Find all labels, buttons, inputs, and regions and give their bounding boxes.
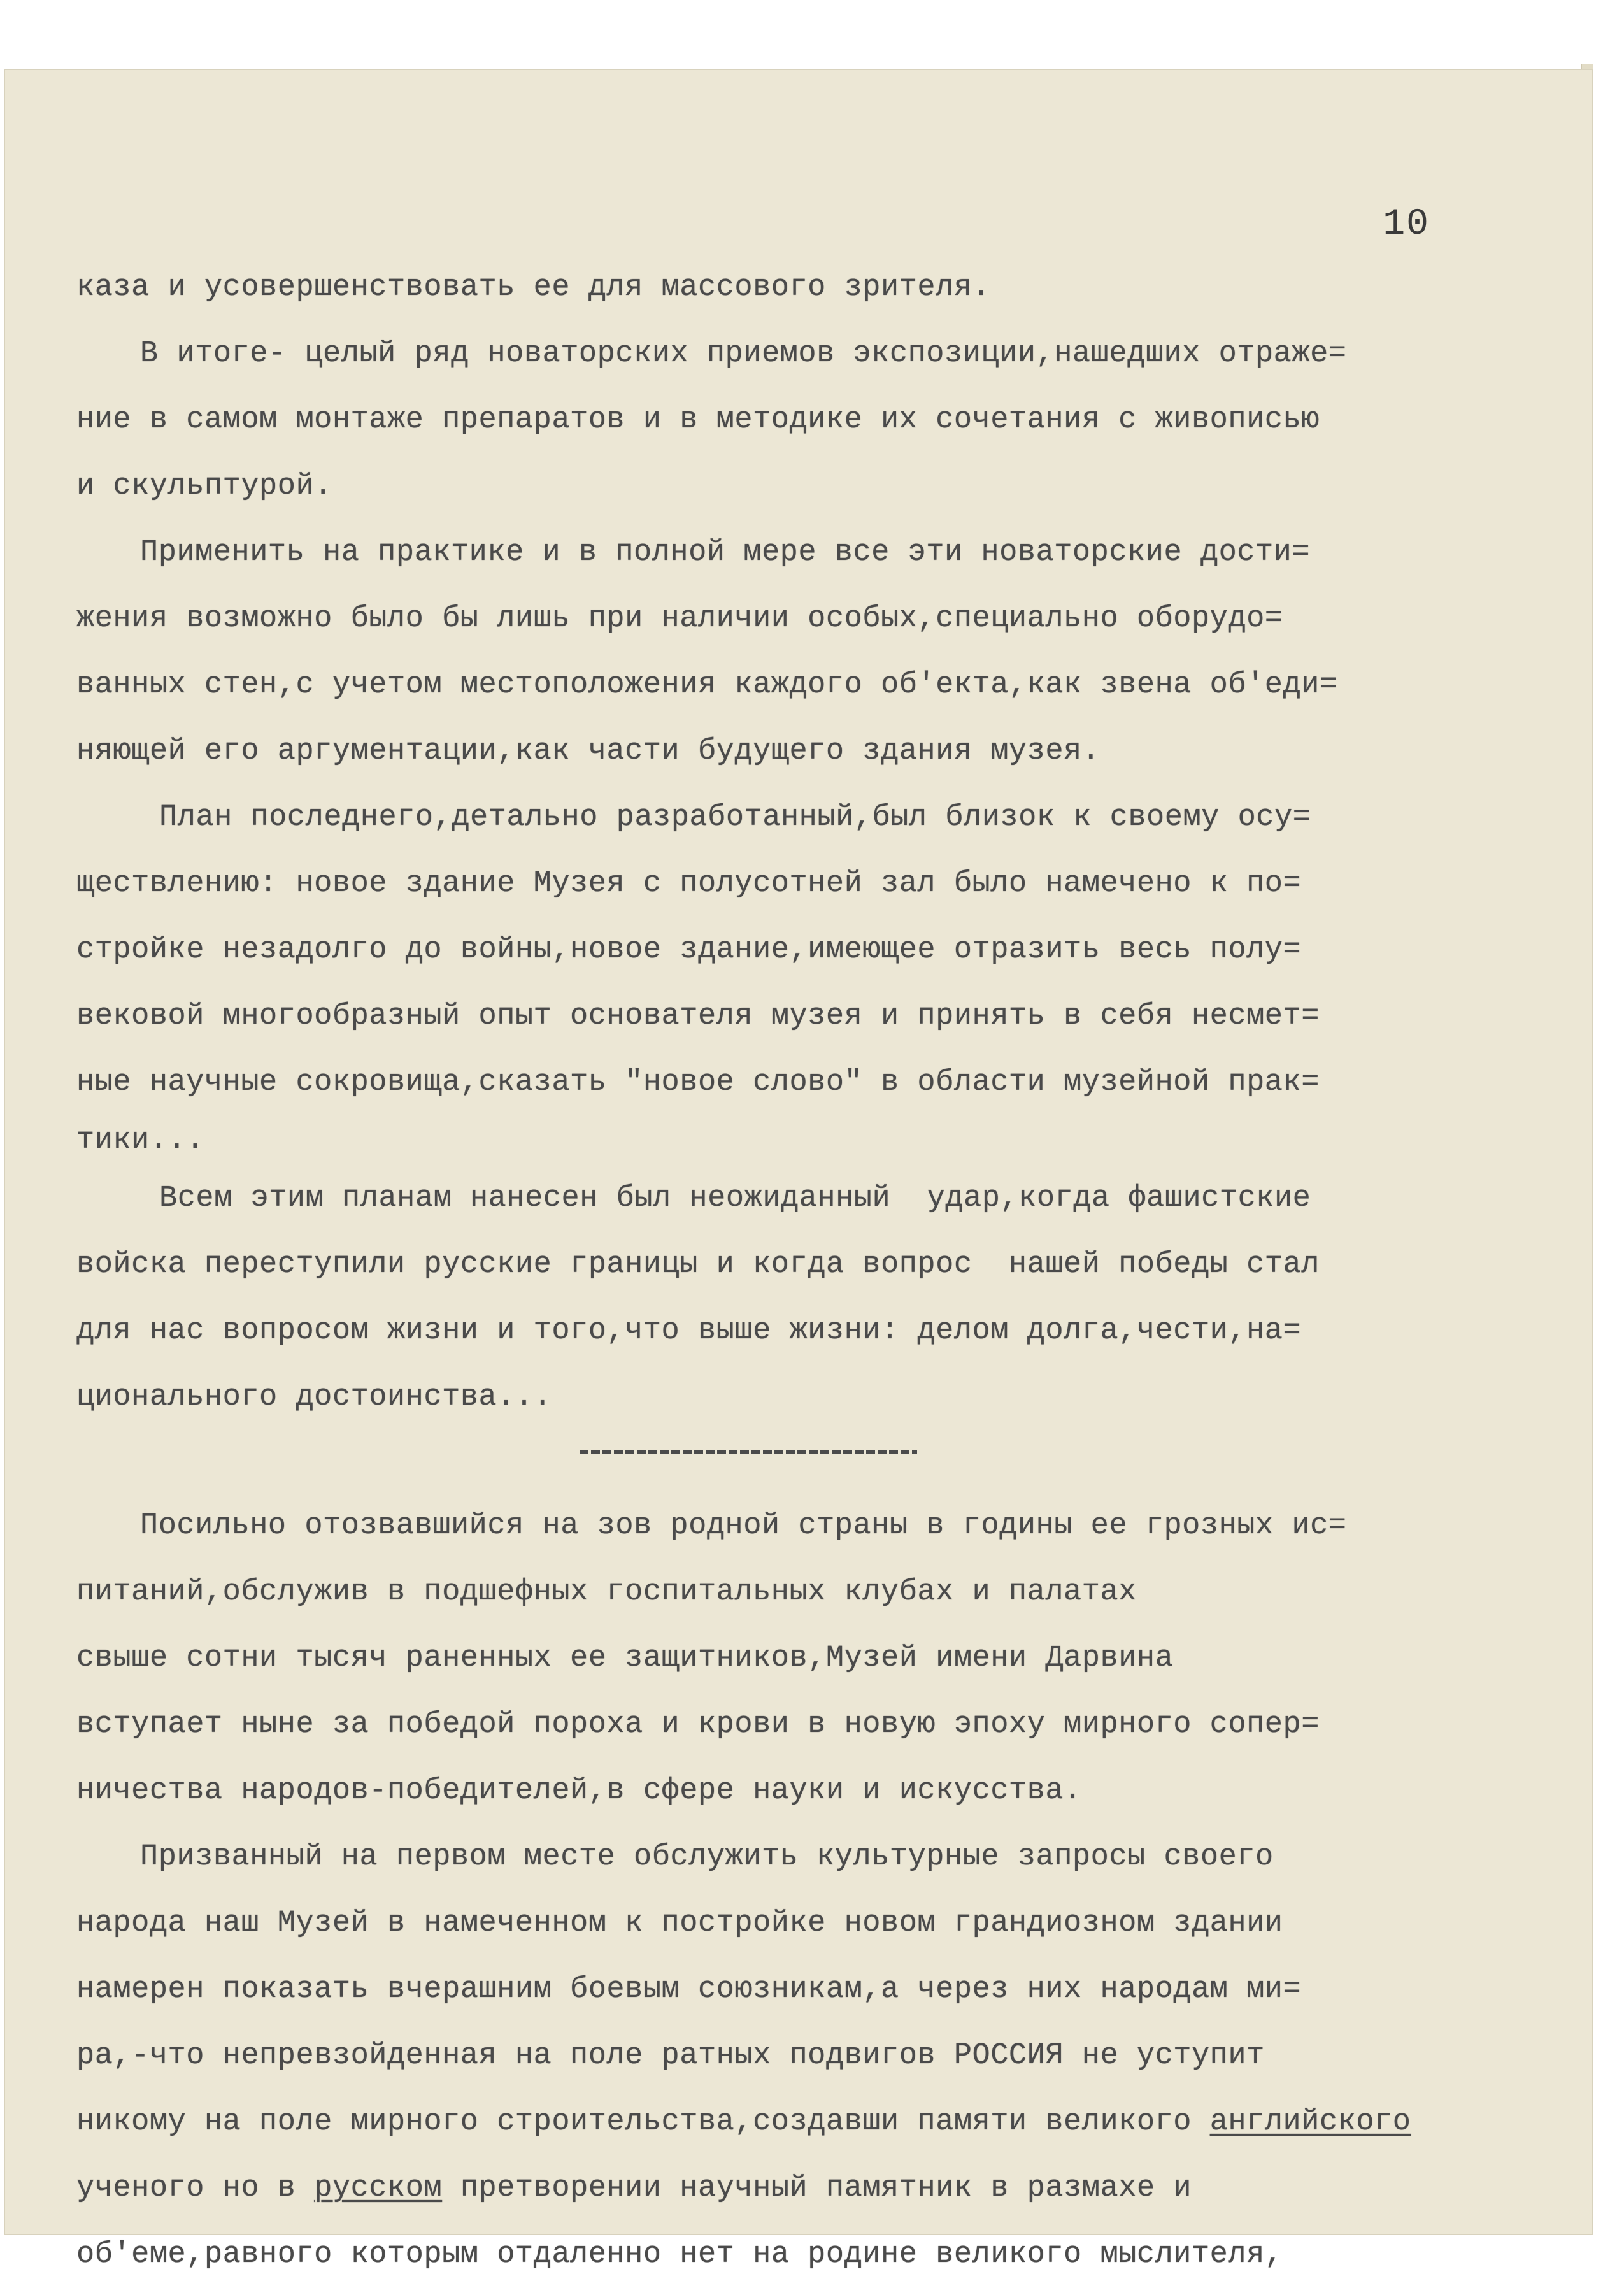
text-line: вступает ныне за победой пороха и крови в новую эпоху мирного сопер= — [76, 1708, 1320, 1741]
text-line: ние в самом монтаже препаратов и в методике их сочетания с живописью — [76, 403, 1320, 437]
text-line: войска переступили русские границы и когда вопрос нашей победы стал — [76, 1248, 1320, 1282]
text-line: об'еме,равного которым отдаленно нет на родине великого мыслителя, — [76, 2238, 1283, 2271]
text-line: Всем этим планам нанесен был неожиданный удар,когда фашистские — [159, 1182, 1311, 1215]
underlined-word: русском — [314, 2171, 443, 2205]
text-line: жения возможно было бы лишь при наличии особых,специально оборудо= — [76, 602, 1283, 636]
text-line: В итоге- целый ряд новаторских приемов экспозиции,нашедших отраже= — [140, 337, 1347, 371]
text-line: и скульптурой. — [76, 469, 332, 503]
text-line: План последнего,детально разработанный,был близок к своему осу= — [159, 801, 1311, 834]
text-line: Применить на практике и в полной мере все эти новаторские дости= — [140, 536, 1311, 569]
text-line: свыше сотни тысяч раненных ее защитников,Музей имени Дарвина — [76, 1641, 1174, 1675]
text-line: ра,-что непревзойденная на поле ратных подвигов РОССИЯ не уступит — [76, 2039, 1265, 2073]
text-line — [76, 2089, 1560, 2156]
text-line — [76, 2156, 1560, 2222]
text-line: народа наш Музей в намеченном к постройке новом грандиозном здании — [76, 1906, 1283, 1940]
text-line: питаний,обслужив в подшефных госпитальных клубах и палатах — [76, 1575, 1137, 1609]
underlined-word: английского — [1209, 2105, 1411, 2139]
section-divider — [580, 1450, 917, 1454]
text-segment: никому на поле мирного строительства,создавши памяти великого — [76, 2105, 1192, 2139]
text-line: каза и усовершенствовать ее для массового зрителя. — [76, 271, 991, 304]
document-body — [76, 255, 1560, 2288]
text-line: ные научные сокровища,сказать "новое слово" в области музейной прак= — [76, 1066, 1320, 1099]
text-segment: ученого но в — [76, 2171, 296, 2205]
text-line: Призванный на первом месте обслужить культурные запросы своего — [140, 1840, 1274, 1874]
text-line: няющей его аргументации,как части будущего здания музея. — [76, 734, 1100, 768]
text-segment: претворении научный памятник в размахе и — [460, 2171, 1192, 2205]
text-line: намерен показать вчерашним боевым союзникам,а через них народам ми= — [76, 1973, 1302, 2006]
text-line: Посильно отозвавшийся на зов родной страны в годины ее грозных ис= — [140, 1509, 1347, 1543]
text-line: для нас вопросом жизни и того,что выше жизни: делом долга,чести,на= — [76, 1314, 1302, 1348]
text-line: тики... — [76, 1124, 204, 1157]
text-line: ществлению: новое здание Музея с полусотней зал было намечено к по= — [76, 867, 1302, 901]
text-line: ванных стен,с учетом местоположения каждого об'екта,как звена об'еди= — [76, 668, 1338, 702]
text-line: вековой многообразный опыт основателя музея и принять в себя несмет= — [76, 999, 1320, 1033]
text-line: ничества народов-победителей,в сфере науки и искусства. — [76, 1774, 1082, 1808]
text-line: стройке незадолго до войны,новое здание,имеющее отразить весь полу= — [76, 933, 1302, 967]
page-number: 10 — [1383, 204, 1430, 245]
text-line: ционального достоинства... — [76, 1380, 552, 1414]
